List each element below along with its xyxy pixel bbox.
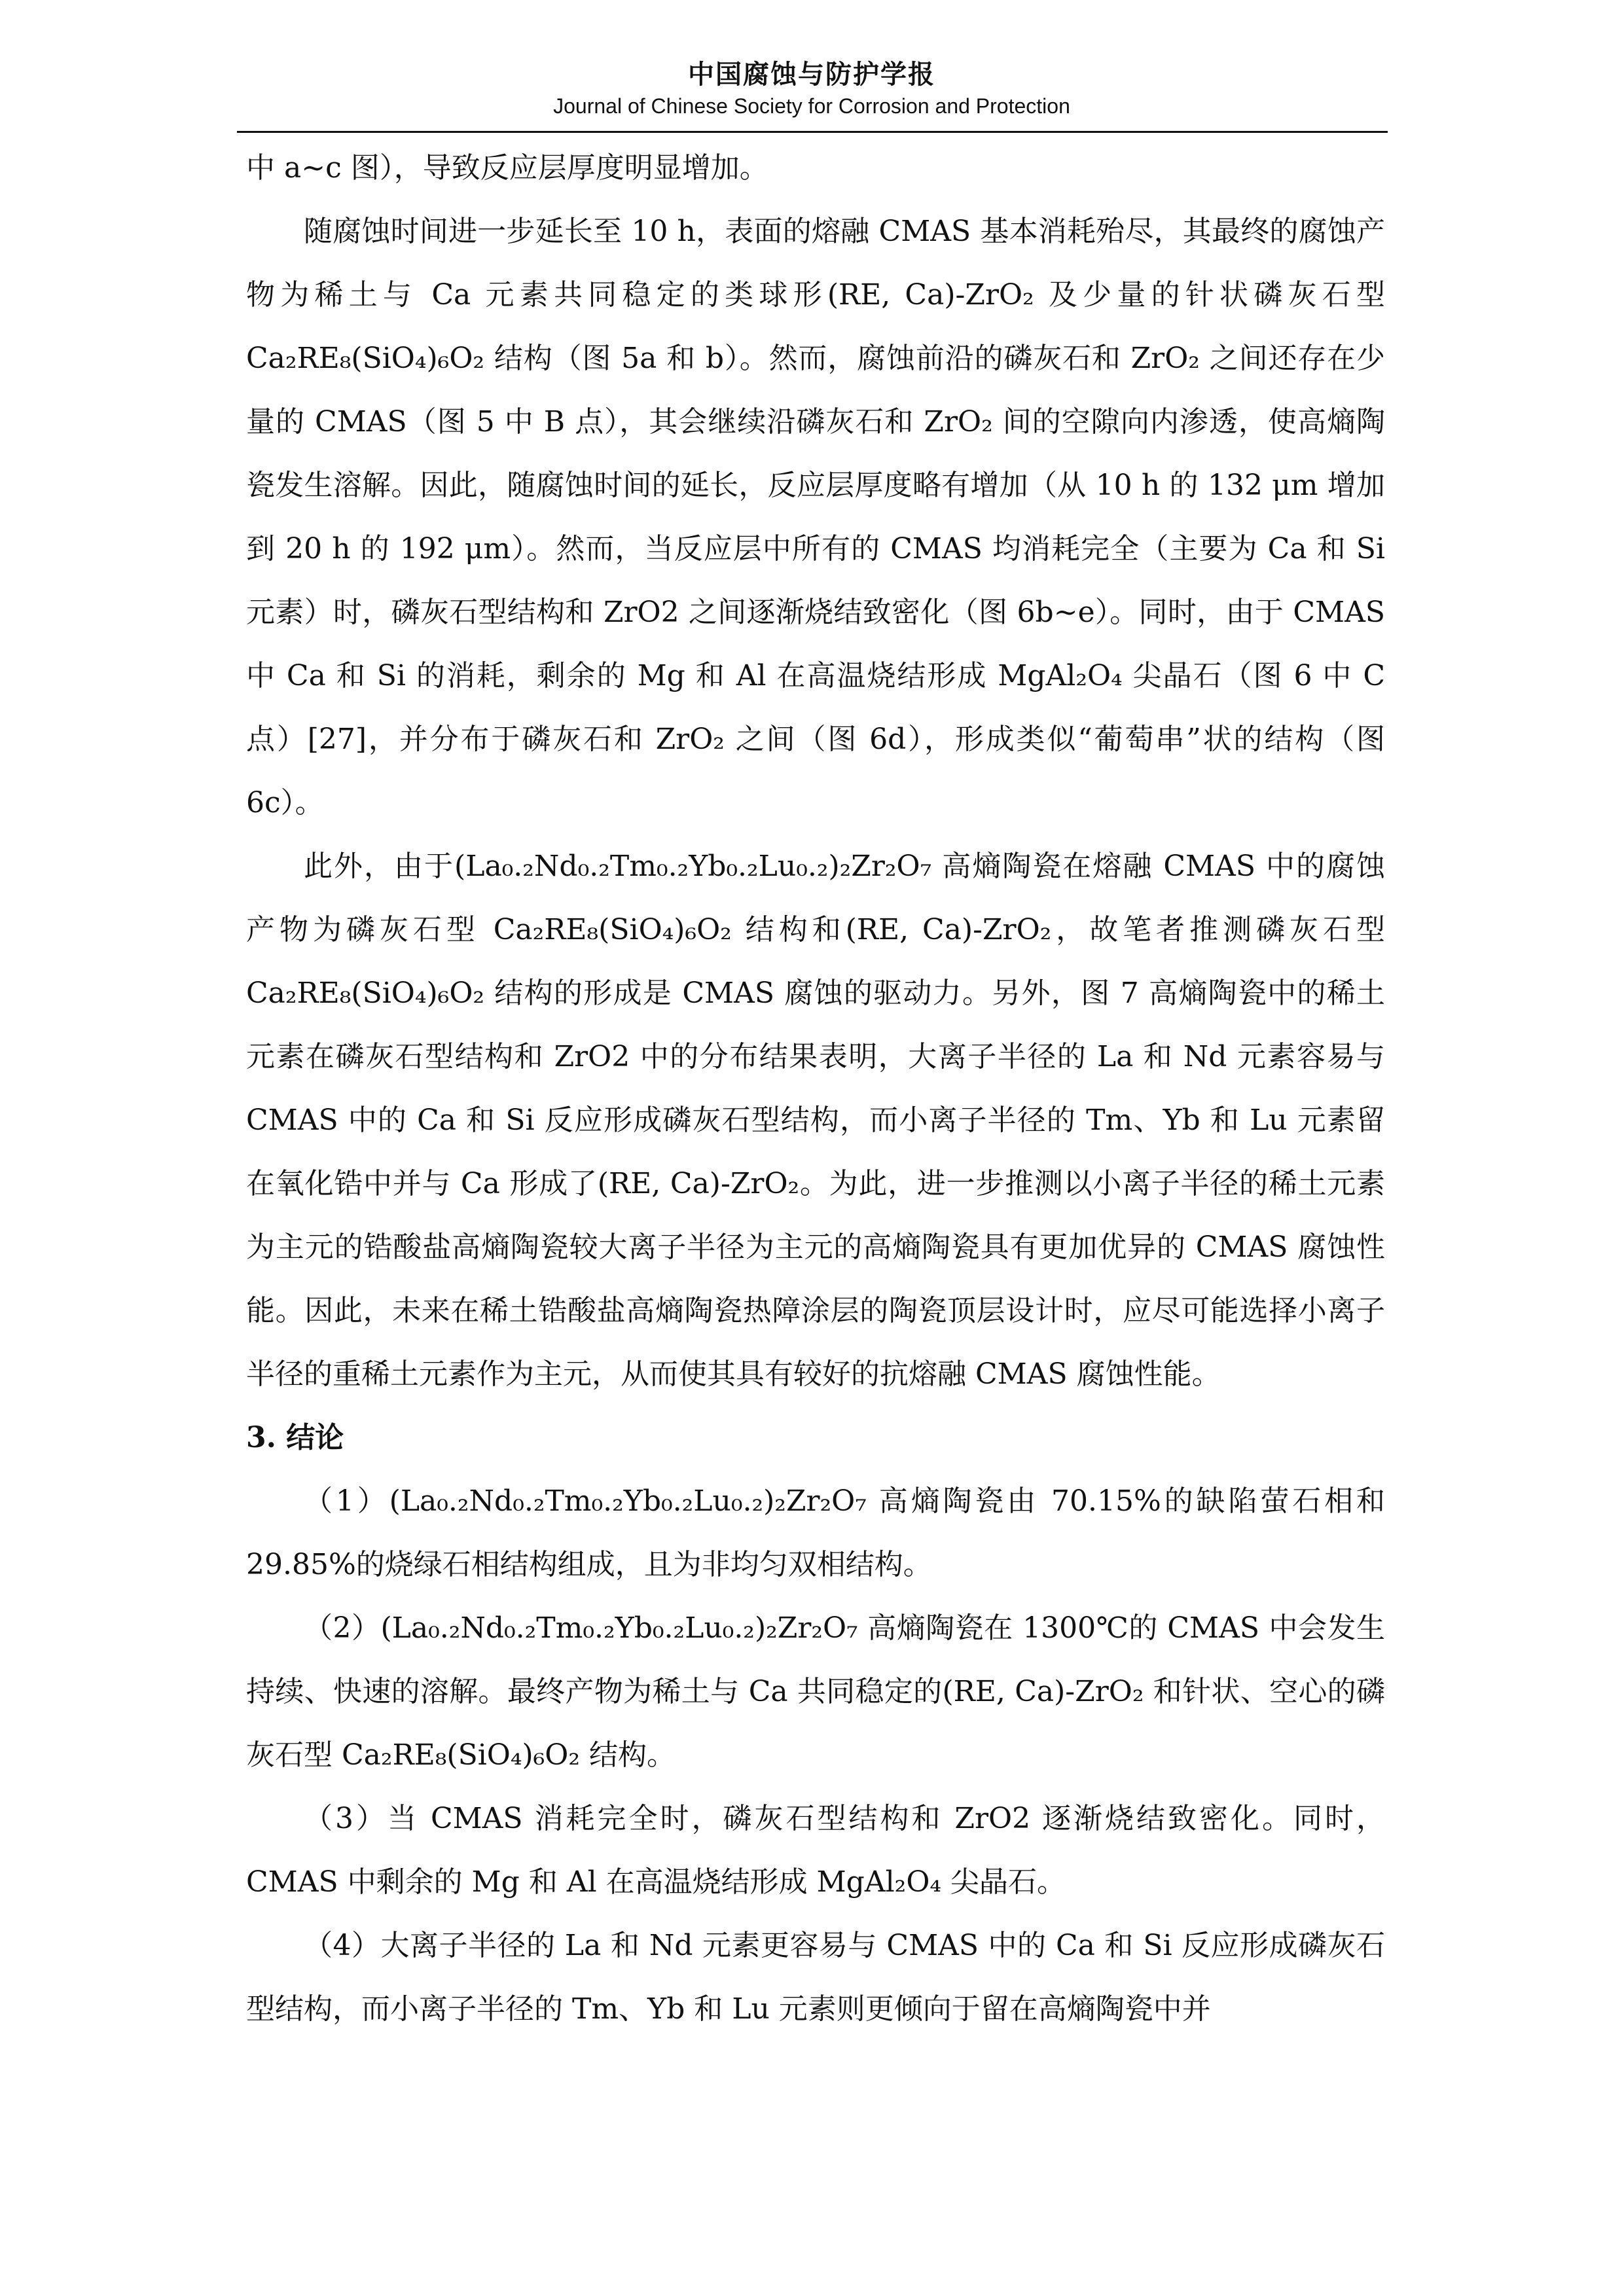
conclusion-item: （4）大离子半径的 La 和 Nd 元素更容易与 CMAS 中的 Ca 和 Si 反应形成磷灰石型结构，而小离子半径的 Tm、Yb 和 Lu 元素则更倾向于留在高熵陶瓷中并 [246,1929,1385,2026]
body-text [246,136,1385,2041]
journal-title-cn: 中国腐蚀与防护学报 [688,60,935,90]
conclusion-item: （2）(La₀.₂Nd₀.₂Tm₀.₂Yb₀.₂Lu₀.₂)₂Zr₂O₇ 高熵陶瓷在 1300℃的 CMAS 中会发生持续、快速的溶解。最终产物为稀土与 Ca 共同稳定的(RE, Ca)-ZrO₂ 和针状、空心的磷灰石型 Ca₂RE₈(SiO₄)₆O₂ 结构。 [246,1611,1385,1772]
section-heading: 3. 结论 [246,1421,344,1454]
header-rule [237,131,1388,133]
running-header [236,58,1388,120]
conclusion-item: （1）(La₀.₂Nd₀.₂Tm₀.₂Yb₀.₂Lu₀.₂)₂Zr₂O₇ 高熵陶瓷由 70.15%的缺陷萤石相和 29.85%的烧绿石相结构组成，且为非均匀双相结构。 [246,1484,1385,1581]
conclusion-item: （3）当 CMAS 消耗完全时，磷灰石型结构和 ZrO2 逐渐烧结致密化。同时，CMAS 中剩余的 Mg 和 Al 在高温烧结形成 MgAl₂O₄ 尖晶石。 [246,1802,1385,1899]
paragraph-continued: 中 a~c 图），导致反应层厚度明显增加。 [246,151,768,185]
paragraph: 此外，由于(La₀.₂Nd₀.₂Tm₀.₂Yb₀.₂Lu₀.₂)₂Zr₂O₇ 高熵陶瓷在熔融 CMAS 中的腐蚀产物为磷灰石型 Ca₂RE₈(SiO₄)₆O₂ 结构和(RE, Ca)-ZrO₂，故笔者推测磷灰石型 Ca₂RE₈(SiO₄)₆O₂ 结构的形成是 CMAS 腐蚀的驱动力。另外，图 7 高熵陶瓷中的稀土元素在磷灰石型结构和 ZrO2 中的分布结果表明，大离子半径的 La 和 Nd 元素容易与 CMAS 中的 Ca 和 Si 反应形成磷灰石型结构，而小离子半径的 Tm、Yb 和 Lu 元素留在氧化锆中并与 Ca 形成了(RE, Ca)-ZrO₂。为此，进一步推测以小离子半径的稀土元素为主元的锆酸盐高熵陶瓷较大离子半径为主元的高熵陶瓷具有更加优异的 CMAS 腐蚀性能。因此，未来在稀土锆酸盐高熵陶瓷热障涂层的陶瓷顶层设计时，应尽可能选择小离子半径的重稀土元素作为主元，从而使其具有较好的抗熔融 CMAS 腐蚀性能。 [246,850,1385,1391]
paragraph: 随腐蚀时间进一步延长至 10 h，表面的熔融 CMAS 基本消耗殆尽，其最终的腐蚀产物为稀土与 Ca 元素共同稳定的类球形(RE, Ca)-ZrO₂ 及少量的针状磷灰石型 Ca₂RE₈(SiO₄)₆O₂ 结构（图 5a 和 b）。然而，腐蚀前沿的磷灰石和 ZrO₂ 之间还存在少量的 CMAS（图 5 中 B 点），其会继续沿磷灰石和 ZrO₂ 间的空隙向内渗透，使高熵陶瓷发生溶解。因此，随腐蚀时间的延长，反应层厚度略有增加（从 10 h 的 132 μm 增加到 20 h 的 192 μm）。然而，当反应层中所有的 CMAS 均消耗完全（主要为 Ca 和 Si 元素）时，磷灰石型结构和 ZrO2 之间逐渐烧结致密化（图 6b~e）。同时，由于 CMAS 中 Ca 和 Si 的消耗，剩余的 Mg 和 Al 在高温烧结形成 MgAl₂O₄ 尖晶石（图 6 中 C 点）[27]，并分布于磷灰石和 ZrO₂ 之间（图 6d），形成类似“葡萄串”状的结构（图 6c）。 [246,215,1385,819]
journal-title-en: Journal of Chinese Society for Corrosion and Protection [553,94,1070,118]
